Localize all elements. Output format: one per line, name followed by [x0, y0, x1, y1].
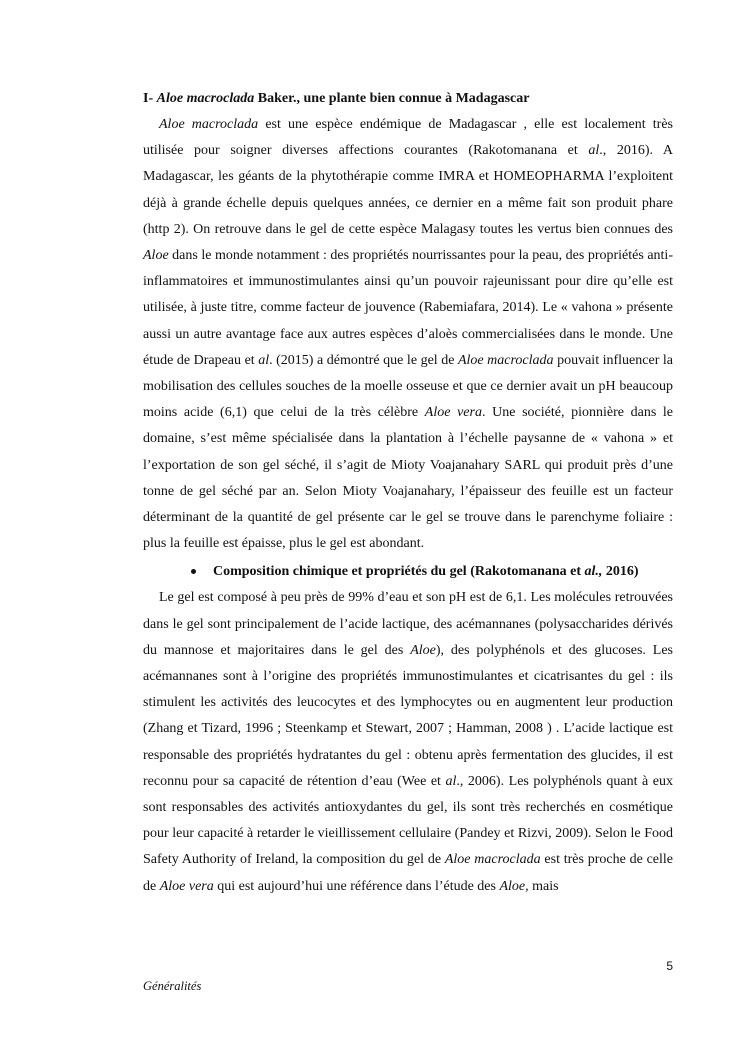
bullet-icon	[191, 569, 196, 574]
composition-heading-year: 2016)	[602, 564, 639, 580]
text-run: Aloe vera	[424, 405, 482, 421]
text-run: Aloe macroclada	[159, 117, 259, 132]
text-run: Aloe	[410, 642, 436, 658]
text-run: Aloe macroclada	[444, 852, 541, 868]
text-run: . (2015) a démontré que le gel de	[269, 352, 458, 368]
text-run: Aloe vera	[159, 878, 214, 894]
text-run: al	[258, 352, 270, 368]
text-run: qui est aujourd’hui une référence dans l’étude des	[213, 878, 500, 894]
paragraph-composition	[143, 585, 673, 899]
text-run: Le gel est composé à peu près de 99% d’eau et son pH est de 6,1. Les molécules retrouvées dans le gel sont principalement de l’acide lactique, des acémannanes (polysaccharides dérivés du mannose et majoritaires dans le gel des	[143, 590, 673, 658]
heading-rest: Baker., une plante bien connue à Madagascar	[254, 91, 530, 106]
composition-heading-text	[213, 559, 639, 585]
text-run: ., 2006). Les polyphénols quant à eux sont responsables des activités antioxydantes du gel, ils sont très recherchés en cosmétique pour leur capacité à retarder le vieillissement cellulaire (Pandey et Rizvi, 2009). Selon le Food Safety Authority of Ireland, la composition du gel de	[143, 773, 673, 868]
page-body	[143, 86, 673, 900]
text-run: Aloe	[143, 248, 169, 264]
paragraph-aloe-macroclada	[143, 112, 673, 557]
composition-heading-al: al.,	[584, 564, 603, 580]
footer-chapter: Généralités	[143, 979, 202, 993]
text-run: Aloe,	[499, 878, 529, 894]
text-run: al	[445, 773, 457, 789]
text-run: . Une société, pionnière dans le domaine, s’est même spécialisée dans la plantation à l’échelle paysanne de « vahona » et l’exportation de son gel séché, il s’agit de Mioty Voajanahary SARL qui produit près d’une tonne de gel séché par an. Selon Mioty Voajanahary, l’épaisseur des feuille est un facteur déterminant de la quantité de gel présente car le gel se trouve dans le parenchyme foliaire : plus la feuille est épaisse, plus le gel est abondant.	[143, 405, 674, 552]
text-run: ), des polyphénols et des glucoses. Les acémannanes sont à l’origine des propriétés immunostimulantes et cicatrisantes du gel : ils stimulent les activités des leucocytes et des lymphocytes ou en augmentent leur production (Zhang et Tizard, 1996 ; Steenkamp et Stewart, 2007 ; Hamman, 2008 ) . L’acide lactique est responsable des propriétés hydratantes du gel : obtenu après fermentation des glucides, il est reconnu pour sa capacité de rétention d’eau (Wee et	[143, 642, 673, 789]
text-run: pouvait influencer la mobilisation des cellules souches de la moelle osseuse et que ce dernier avait un pH beaucoup moins acide (6,1) que celui de la très célèbre	[143, 352, 674, 421]
section-heading-composition	[143, 559, 673, 585]
text-run: est une espèce endémique de Madagascar , elle est localement très utilisée pour soigner diverses affections courantes (Rakotomanana et	[143, 117, 674, 159]
text-run: dans le monde notamment : des propriétés nourrissantes pour la peau, des propriétés anti-inflammatoires et immunostimulantes ainsi qu’un pouvoir rajeunissant pour dire qu’elle est utilisée, à juste titre, comme facteur de jouvence (Rabemiafara, 2014). Le « vahona » présente aussi un autre avantage face aux autres espèces d’aloès commercialisées dans le monde. Une étude de Drapeau et	[143, 248, 673, 368]
text-run: Aloe macroclada	[457, 352, 554, 368]
text-run: ., 2016). A Madagascar, les géants de la phytothérapie comme IMRA et HOMEOPHARMA l’exploitent déjà à grande échelle depuis quelques années, ce dernier en a même fait son produit phare (http 2). On retrouve dans le gel de cette espèce Malagasy toutes les vertus bien connues des	[143, 143, 673, 237]
page-number: 5	[666, 959, 673, 973]
text-run: mais	[528, 878, 559, 894]
heading-prefix: I-	[143, 91, 157, 106]
heading-species: Aloe macroclada	[156, 91, 255, 106]
section-heading-aloe	[143, 86, 673, 112]
text-run: est très proche de celle de	[143, 852, 673, 894]
text-run: al	[588, 143, 600, 159]
composition-heading-main: Composition chimique et propriétés du gel (Rakotomanana et	[213, 564, 585, 580]
